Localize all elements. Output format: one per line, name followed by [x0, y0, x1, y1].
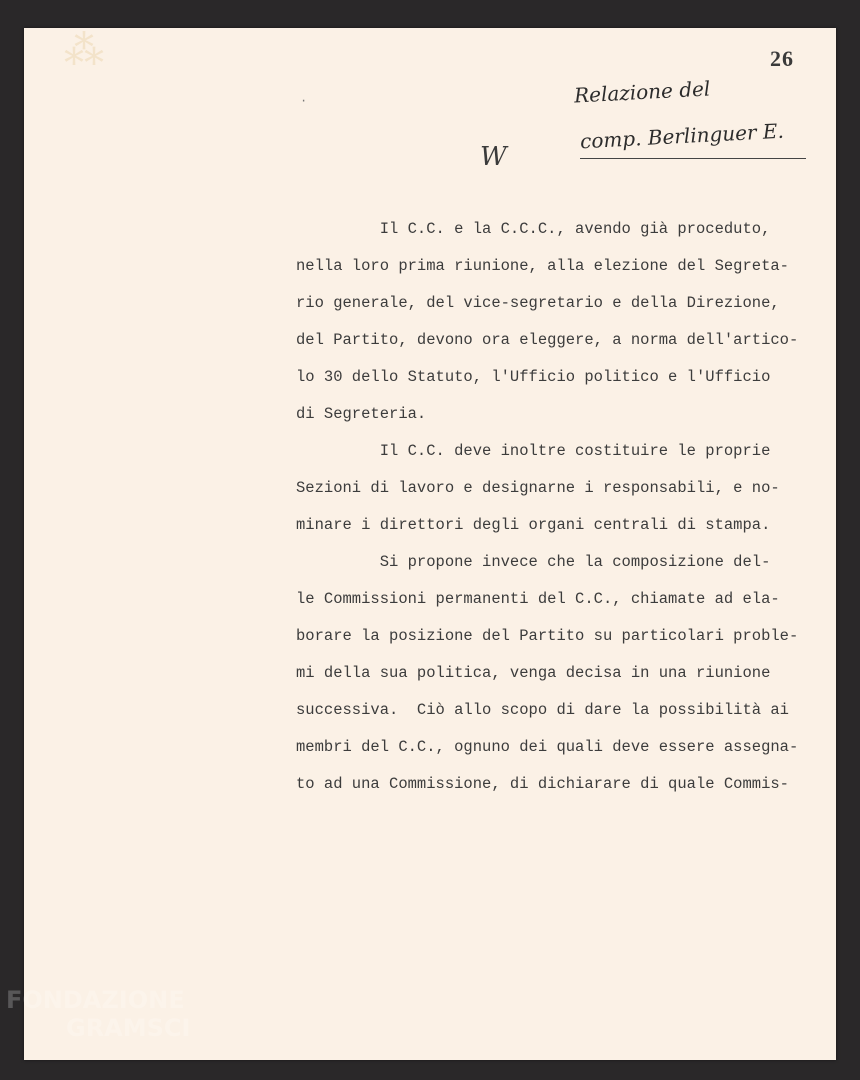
- paper-speck: ·: [300, 94, 308, 108]
- text-line: minare i direttori degli organi centrali di stampa.: [296, 516, 771, 534]
- text-line: to ad una Commissione, di dichiarare di quale Commis-: [296, 775, 789, 793]
- faded-stamp: ⁂: [64, 28, 104, 74]
- text-line: mi della sua politica, venga decisa in una riunione: [296, 664, 771, 682]
- fondazione-gramsci-watermark: [6, 986, 190, 1042]
- text-line: lo 30 dello Statuto, l'Ufficio politico e l'Ufficio: [296, 368, 771, 386]
- text-line: del Partito, devono ora eleggere, a norma dell'artico-: [296, 331, 799, 349]
- text-line: Sezioni di lavoro e designarne i responsabili, e no-: [296, 479, 780, 497]
- text-line: nella loro prima riunione, alla elezione del Segreta-: [296, 257, 789, 275]
- document-page: [24, 28, 836, 1060]
- handwritten-annotation-line-1: Relazione del: [573, 76, 711, 108]
- text-line: rio generale, del vice-segretario e della Direzione,: [296, 294, 780, 312]
- handwritten-mark: W: [480, 142, 507, 172]
- page-number: 26: [770, 46, 794, 71]
- text-line: di Segreteria.: [296, 405, 427, 423]
- typed-body-text: [296, 211, 816, 803]
- text-line: successiva. Ciò allo scopo di dare la possibilità ai: [296, 701, 789, 719]
- text-line: borare la posizione del Partito su particolari proble-: [296, 627, 799, 645]
- text-line: Il C.C. deve inoltre costituire le proprie: [296, 442, 771, 460]
- watermark-line-2: GRAMSCI: [66, 1014, 191, 1042]
- annotation-underline: [580, 158, 806, 159]
- text-line: le Commissioni permanenti del C.C., chiamate ad ela-: [296, 590, 780, 608]
- text-line: Si propone invece che la composizione del-: [296, 553, 771, 571]
- text-line: membri del C.C., ognuno dei quali deve essere assegna-: [296, 738, 799, 756]
- handwritten-annotation-line-2: comp. Berlinguer E.: [579, 118, 785, 154]
- text-line: Il C.C. e la C.C.C., avendo già proceduto,: [296, 220, 771, 238]
- watermark-line-1: FONDAZIONE: [6, 986, 185, 1014]
